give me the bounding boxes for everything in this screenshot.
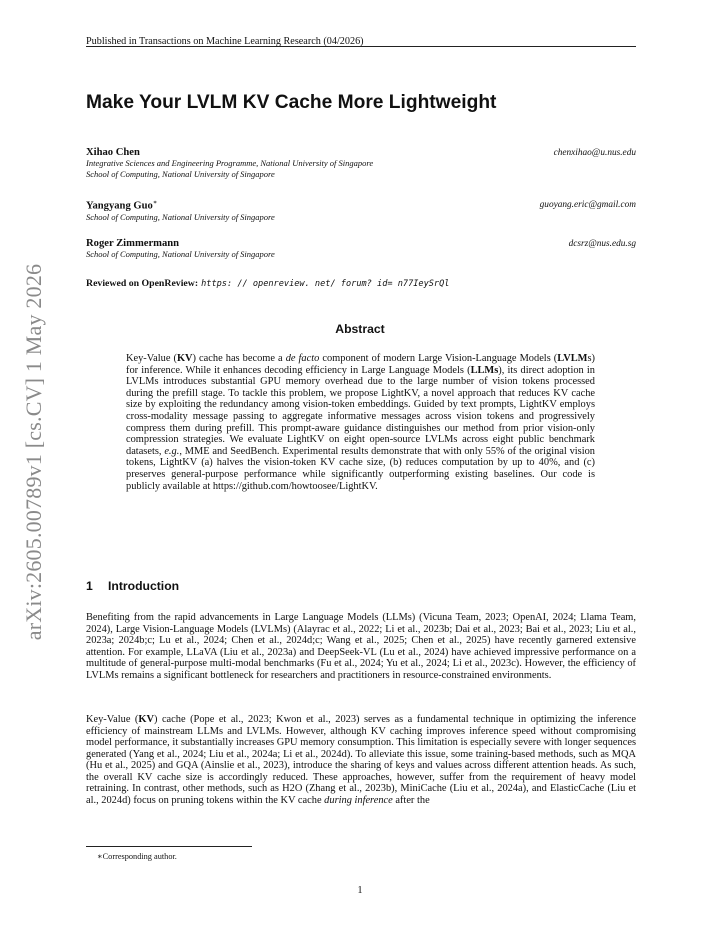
text-run: during inference [324, 794, 393, 806]
author-affiliation: Integrative Sciences and Engineering Programme, National University of Singapore [86, 158, 374, 168]
text-run: Benefiting from the rapid advancements in Large Language Models (LLMs) (Vicuna Team, 2023; OpenAI, 2024; Llama Team, 2024), Large Vision-Language Models (LVLMs) (Alayrac et al., 2022; Li et al., 2023b; Dai et al., 2023; Bai et al., 2023; Liu et al., 2023a; 2024b;c; Lu et al., 2024; Chen et al., 2024d;c; Wang et al., 2025; Chen et al., 2025) have recently garnered extensive attention. For example, LLaVA (Liu et al., 2023a) and DeepSeek-VL (Lu et al., 2024) have achieved impressive performance on a multitude of general-purpose multi-modal benchmarks (Fu et al., 2024; Yu et al., 2024; Li et al., 2023c). However, the efficiency of LVLMs remains a significant bottleneck for researchers and practitioners in resource-constrained environments. [86, 612, 636, 681]
footnote: ∗Corresponding author. [97, 852, 177, 861]
author-name: Roger Zimmermann [86, 238, 180, 249]
text-run: after the [392, 794, 430, 806]
text-run: KV [176, 353, 193, 364]
text-run: Key-Value ( [126, 353, 177, 364]
text-run: KV [138, 714, 154, 725]
review-url[interactable]: https: // openreview. net/ forum? id= n77IeySrQl [201, 279, 450, 289]
author-name: Xihao Chen [86, 147, 140, 158]
header-rule [86, 46, 636, 47]
author-block [86, 238, 636, 260]
author-email: guoyang.eric@gmail.com [539, 200, 636, 210]
author-affiliation: School of Computing, National University of Singapore [86, 249, 275, 259]
text-run: e.g. [164, 445, 180, 457]
text-run: s) for inference. While it enhances decoding efficiency in Large Language Models ( [126, 353, 595, 376]
section-heading [86, 579, 179, 593]
intro-paragraph [86, 612, 636, 681]
running-header: Published in Transactions on Machine Learning Research (04/2026) [86, 36, 364, 47]
corresponding-mark: ∗ [152, 200, 157, 206]
openreview-line [86, 278, 449, 289]
arxiv-stamp: arXiv:2605.00789v1 [cs.CV] 1 May 2026 [21, 263, 46, 641]
abstract-heading: Abstract [335, 322, 385, 336]
intro-paragraph [86, 714, 636, 806]
abstract-body [126, 353, 595, 492]
text-run: LLMs [470, 364, 499, 376]
author-name: Yangyang Guo∗ [86, 200, 157, 212]
text-run: LVLM [557, 353, 588, 364]
text-run: ) cache (Pope et al., 2023; Kwon et al., 2023) serves as a fundamental technique in optimizing the inference efficiency of mainstream LLMs and LVLMs. However, although KV caching improves inference speed without compromising model performance, it substantially increases GPU memory consumption. This limitation is especially severe with longer sequences generated (Yang et al., 2024; Liu et al., 2024a; Li et al., 2024d). To alleviate this issue, some training-based methods, such as MQA (Hu et al., 2025) and GQA (Ainslie et al., 2023), introduce the sharing of keys and values across different attention heads. As such, the overall KV cache size is accordingly reduced. These approaches, however, suffer from the requirement of heavy model retraining. In contrast, other methods, such as H2O (Zhang et al., 2023b), MiniCache (Liu et al., 2024a), and ElasticCache (Liu et al., 2024d) focus on pruning tokens within the KV cache [86, 714, 636, 806]
paper-title: Make Your LVLM KV Cache More Lightweight [86, 92, 497, 113]
author-email: dcsrz@nus.edu.sg [568, 239, 636, 249]
footnote-rule [86, 846, 252, 847]
text-run: , MME and SeedBench. Experimental results demonstrate that with only 55% of the original vision tokens, LightKV (a) halves the vision-token KV cache size, (b) reduces computation by up to 40%, and (c) preserves general-purpose performance while significantly outperforming existing baselines. Our code is publicly available at https://github.com/howtoosee/LightKV. [126, 445, 595, 492]
text-run: ) cache has become a [192, 353, 286, 364]
author-block [86, 147, 636, 180]
author-block [86, 199, 636, 222]
author-email: chenxihao@u.nus.edu [553, 148, 636, 158]
review-label: Reviewed on OpenReview: [86, 278, 199, 289]
author-affiliation: School of Computing, National University of Singapore [86, 168, 275, 179]
page-number: 1 [357, 885, 363, 896]
author-affiliation: School of Computing, National University of Singapore [86, 211, 275, 222]
text-run: ), its direct adoption in LVLMs introduces substantial GPU memory overhead due to the large number of vision tokens processed during the prefill stage. To tackle this problem, we propose LightKV, a novel approach that reduces KV cache size by exploiting the redundancy among vision-token embeddings. Guided by text prompts, LightKV employs cross-modality message passing to aggregate informative messages across vision tokens and progressively compress them during prefill. This prompt-aware guidance distinguishes our method from prior vision-only compression strategies. We evaluate LightKV on eight open-source LVLMs across eight public benchmark datasets, [126, 364, 595, 457]
text-run: component of modern Large Vision-Language Models ( [319, 353, 558, 364]
section-title: Introduction [108, 579, 180, 593]
text-run: de facto [285, 353, 320, 364]
abstract-text [126, 353, 595, 492]
text-run: Key-Value ( [86, 714, 139, 725]
section-number: 1 [86, 579, 93, 593]
